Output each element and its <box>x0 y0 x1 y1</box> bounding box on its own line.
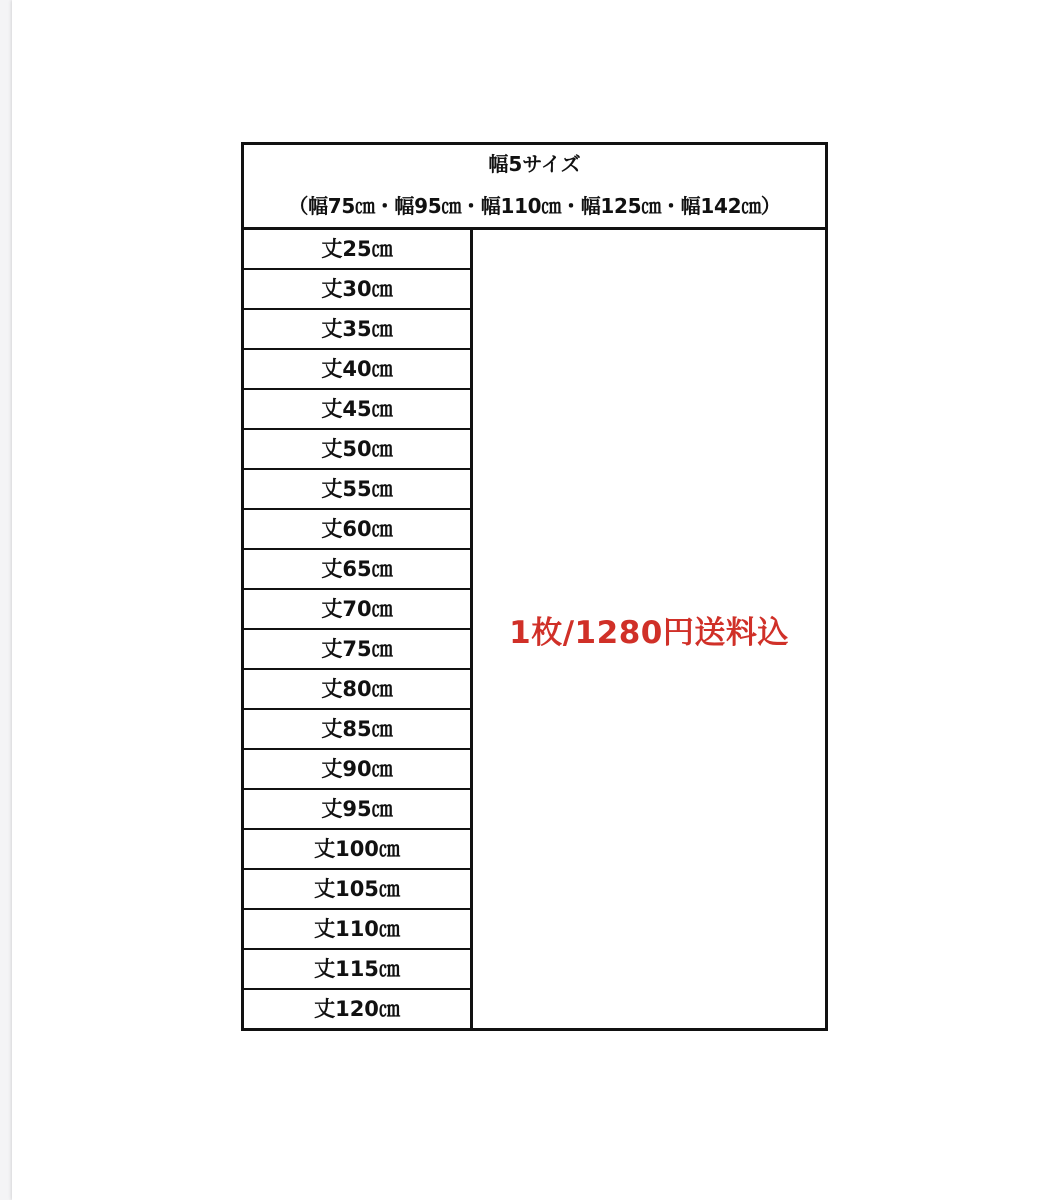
length-cell: 丈120㎝ <box>243 989 472 1030</box>
length-cell: 丈90㎝ <box>243 749 472 789</box>
size-price-table <box>241 142 828 1031</box>
table-header <box>243 144 827 229</box>
price-cell: 1枚/1280円送料込 <box>509 614 789 651</box>
length-cell: 丈70㎝ <box>243 589 472 629</box>
length-cell: 丈115㎝ <box>243 949 472 989</box>
length-cell: 丈110㎝ <box>243 909 472 949</box>
width-sizes-list: （幅75㎝・幅95㎝・幅110㎝・幅125㎝・幅142㎝） <box>288 194 781 218</box>
length-cell: 丈50㎝ <box>243 429 472 469</box>
table-row <box>243 229 827 270</box>
length-cell: 丈25㎝ <box>243 229 472 270</box>
length-cell: 丈95㎝ <box>243 789 472 829</box>
length-cell: 丈80㎝ <box>243 669 472 709</box>
length-cell: 丈40㎝ <box>243 349 472 389</box>
document-page <box>12 0 1062 1200</box>
length-cell: 丈85㎝ <box>243 709 472 749</box>
length-cell: 丈65㎝ <box>243 549 472 589</box>
length-cell: 丈30㎝ <box>243 269 472 309</box>
table-header-row <box>243 144 827 229</box>
length-cell: 丈60㎝ <box>243 509 472 549</box>
length-cell: 丈35㎝ <box>243 309 472 349</box>
length-cell: 丈100㎝ <box>243 829 472 869</box>
length-cell: 丈105㎝ <box>243 869 472 909</box>
length-cell: 丈55㎝ <box>243 469 472 509</box>
length-cell: 丈45㎝ <box>243 389 472 429</box>
length-cell: 丈75㎝ <box>243 629 472 669</box>
table-title: 幅5サイズ <box>488 152 581 176</box>
